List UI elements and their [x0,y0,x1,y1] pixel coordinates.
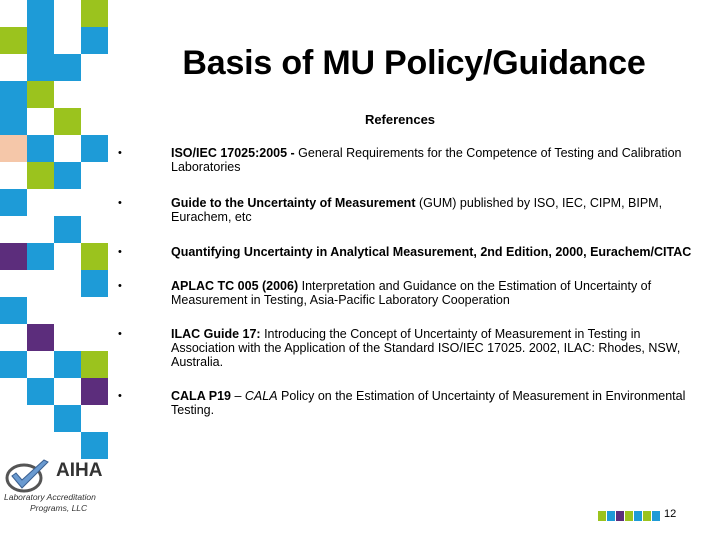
footer-mosaic [598,511,660,521]
mosaic-tile [27,27,54,54]
slide-title: Basis of MU Policy/Guidance [182,44,646,82]
mosaic-tile [0,189,27,216]
checkmark-logo-icon [4,458,52,496]
reference-text: General Requirements for the Competence of Testing and Calibration Laboratories [171,146,682,174]
logo-name: AIHA [56,460,103,481]
mosaic-tile [81,0,108,27]
reference-item [118,196,698,224]
mosaic-tile [27,81,54,108]
mosaic-tile [54,405,81,432]
reference-title: Guide to the Uncertainty of Measurement [171,196,416,210]
mosaic-tile [54,162,81,189]
mosaic-tile [81,270,108,297]
reference-text: Interpretation and Guidance on the Estimation of Uncertainty of Measurement in Testing, Asia-Pacific Laboratory Cooperation [171,279,652,307]
mosaic-tile [27,162,54,189]
reference-item [118,279,698,307]
bullet-icon: • [118,246,122,258]
mosaic-tile [27,378,54,405]
mosaic-tile [54,216,81,243]
bullet-icon: • [118,147,122,159]
decorative-mosaic [0,0,108,458]
mosaic-tile [54,108,81,135]
slide-subtitle: References [364,112,436,127]
reference-text: Policy on the Estimation of Uncertainty of Measurement in Environmental Testing. [171,389,686,417]
mosaic-tile [27,135,54,162]
footer-tile [598,511,606,521]
bullet-icon: • [118,280,122,292]
reference-title: CALA P19 [171,389,231,403]
reference-list [118,146,698,417]
mosaic-tile [0,351,27,378]
reference-title: Quantifying Uncertainty in Analytical Measurement, 2nd Edition, 2000, Eurachem/CITAC [171,245,692,259]
mosaic-tile [0,243,27,270]
footer-tile [616,511,624,521]
mosaic-tile [81,432,108,459]
footer-tile [634,511,642,521]
page-number: 12 [664,508,677,520]
mosaic-tile [0,81,27,108]
aiha-logo [4,458,104,516]
mosaic-tile [0,27,27,54]
reference-item [118,146,698,174]
reference-text: (GUM) published by ISO, IEC, CIPM, BIPM, Eurachem, etc [171,196,663,224]
footer-tile [652,511,660,521]
footer-tile [643,511,651,521]
mosaic-tile [81,27,108,54]
reference-item [118,245,698,259]
mosaic-tile [54,54,81,81]
reference-title: ISO/IEC 17025:2005 - [171,146,299,160]
bullet-icon: • [118,197,122,209]
reference-item [118,327,698,369]
reference-title: ILAC Guide 17: [171,327,261,341]
footer-tile [625,511,633,521]
reference-text: Introducing the Concept of Uncertainty of Measurement in Testing in Association with the Application of the Standard ISO/IEC 17025. 2002, ILAC: Rhodes, NSW, Australia. [171,327,681,369]
footer-tile [607,511,615,521]
mosaic-tile [81,243,108,270]
mosaic-tile [54,351,81,378]
reference-title: APLAC TC 005 (2006) [171,279,299,293]
mosaic-tile [81,378,108,405]
reference-item [118,389,698,417]
mosaic-tile [81,351,108,378]
mosaic-tile [0,135,27,162]
mosaic-tile [27,0,54,27]
mosaic-tile [27,243,54,270]
reference-text: – [230,389,245,403]
reference-italic: CALA [244,389,278,403]
bullet-icon: • [118,328,122,340]
mosaic-tile [81,135,108,162]
mosaic-tile [27,324,54,351]
bullet-icon: • [118,390,122,402]
mosaic-tile [0,108,27,135]
logo-line1: Laboratory Accreditation [4,492,96,502]
logo-line2: Programs, LLC [30,503,88,513]
mosaic-tile [27,54,54,81]
mosaic-tile [0,297,27,324]
